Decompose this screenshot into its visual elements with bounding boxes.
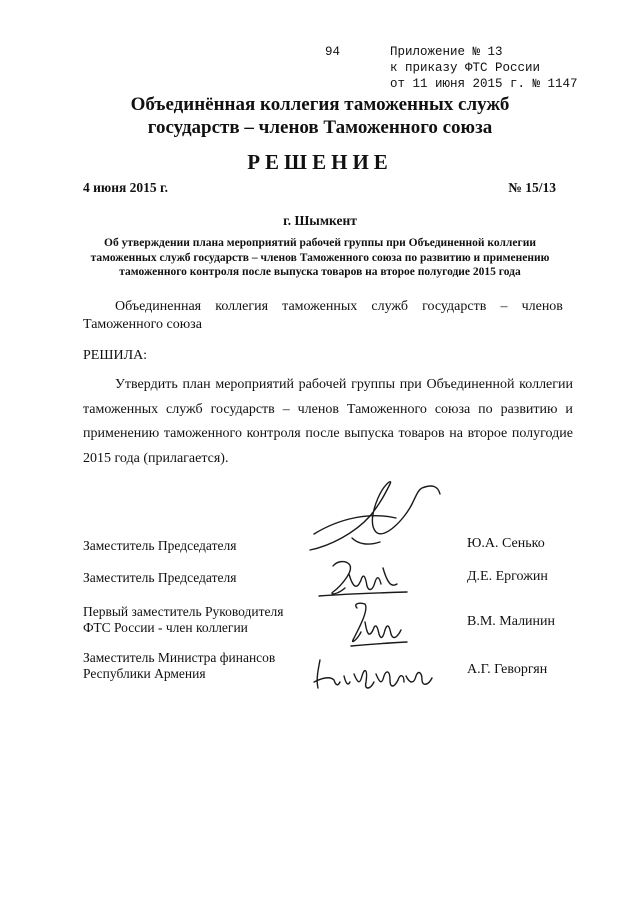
body-word: группы bbox=[351, 377, 396, 392]
signatory-title bbox=[83, 650, 275, 682]
preamble-word: Объединенная bbox=[115, 299, 202, 314]
appendix-line: к приказу ФТС России bbox=[390, 61, 541, 75]
handwritten-signature-1 bbox=[300, 478, 450, 558]
subject-line: таможенных служб государств – членов Таможенного союза по развитию и применению bbox=[90, 251, 550, 264]
signatory-title-line: ФТС России - член коллегии bbox=[83, 620, 248, 635]
body-word: Таможенного bbox=[346, 401, 427, 417]
body-word: и bbox=[565, 401, 573, 417]
body-word: на bbox=[449, 426, 463, 441]
body-word: коллегии bbox=[519, 377, 573, 392]
body-line-4: 2015 года (прилагается). bbox=[83, 450, 229, 466]
body-line-1 bbox=[83, 373, 573, 398]
body-word: государств bbox=[210, 401, 275, 417]
body-word: план bbox=[182, 377, 211, 392]
preamble-word: членов bbox=[521, 299, 563, 314]
handwritten-signature-2 bbox=[315, 558, 410, 598]
page-number: 94 bbox=[325, 45, 341, 59]
body-word: таможенного bbox=[163, 426, 242, 441]
body-word: рабочей bbox=[298, 377, 347, 392]
decision-number: № 15/13 bbox=[508, 180, 556, 195]
body-word: таможенных bbox=[83, 401, 159, 417]
preamble-word: таможенных bbox=[282, 299, 358, 314]
signatory-title-line: Республики Армения bbox=[83, 666, 206, 681]
body-word: членов bbox=[297, 401, 339, 417]
preamble-line-2: Таможенного союза bbox=[83, 317, 202, 332]
appendix-line: Приложение № 13 bbox=[390, 45, 503, 59]
signatory-name: А.Г. Геворгян bbox=[467, 662, 548, 677]
decision-body bbox=[83, 373, 573, 471]
organization-line-2: государств – членов Таможенного союза bbox=[147, 117, 493, 138]
body-word: Объединенной bbox=[426, 377, 515, 392]
body-word: после bbox=[305, 426, 340, 441]
resolved-heading: РЕШИЛА: bbox=[83, 348, 148, 363]
signatory-title bbox=[83, 604, 283, 636]
subject-line: таможенного контроля после выпуска товаров на второе полугодие 2015 года bbox=[119, 266, 521, 278]
body-word: по bbox=[478, 401, 493, 417]
preamble-line-1 bbox=[83, 298, 563, 316]
body-word: применению bbox=[83, 426, 160, 441]
preamble-word: коллегия bbox=[215, 299, 269, 314]
body-word: союза bbox=[434, 401, 471, 417]
signatory-title-line: Первый заместитель Руководителя bbox=[83, 604, 284, 619]
body-word: развитию bbox=[500, 401, 558, 417]
document-type: РЕШЕНИЕ bbox=[247, 150, 393, 174]
body-word: товаров bbox=[398, 426, 445, 441]
body-word: при bbox=[399, 377, 422, 392]
body-line-3 bbox=[83, 422, 573, 447]
organization-title bbox=[0, 93, 640, 139]
body-word: – bbox=[282, 401, 290, 417]
preamble bbox=[83, 298, 563, 334]
signatory-title-line: Заместитель Министра финансов bbox=[83, 650, 276, 665]
signatory-title: Заместитель Председателя bbox=[83, 538, 237, 553]
body-word: Утвердить bbox=[115, 377, 178, 392]
body-word: контроля bbox=[246, 426, 301, 441]
signatory-name: Д.Е. Ергожин bbox=[467, 569, 548, 584]
signatory-name: Ю.А. Сенько bbox=[467, 536, 545, 551]
body-word: мероприятий bbox=[215, 377, 294, 392]
organization-line-1: Объединённая коллегия таможенных служб bbox=[130, 94, 510, 115]
appendix-line: от 11 июня 2015 г. № 1147 bbox=[390, 77, 578, 91]
subject bbox=[60, 236, 580, 280]
body-word: полугодие bbox=[511, 426, 573, 441]
preamble-word: государств bbox=[422, 299, 487, 314]
signatory-title: Заместитель Председателя bbox=[83, 570, 237, 585]
subject-line: Об утверждении плана мероприятий рабочей группы при Объединенной коллегии bbox=[104, 237, 536, 249]
body-word: выпуска bbox=[344, 426, 394, 441]
city: г. Шымкент bbox=[283, 213, 357, 228]
appendix-stamp bbox=[390, 44, 578, 92]
signatory-name: В.М. Малинин bbox=[467, 614, 556, 629]
handwritten-signature-3 bbox=[345, 600, 410, 648]
preamble-word: – bbox=[500, 299, 508, 314]
body-word: служб bbox=[166, 401, 203, 417]
handwritten-signature-4 bbox=[310, 652, 440, 692]
body-line-2 bbox=[83, 398, 573, 423]
preamble-word: служб bbox=[371, 299, 409, 314]
body-word: второе bbox=[467, 426, 508, 441]
decision-date: 4 июня 2015 г. bbox=[83, 180, 169, 195]
